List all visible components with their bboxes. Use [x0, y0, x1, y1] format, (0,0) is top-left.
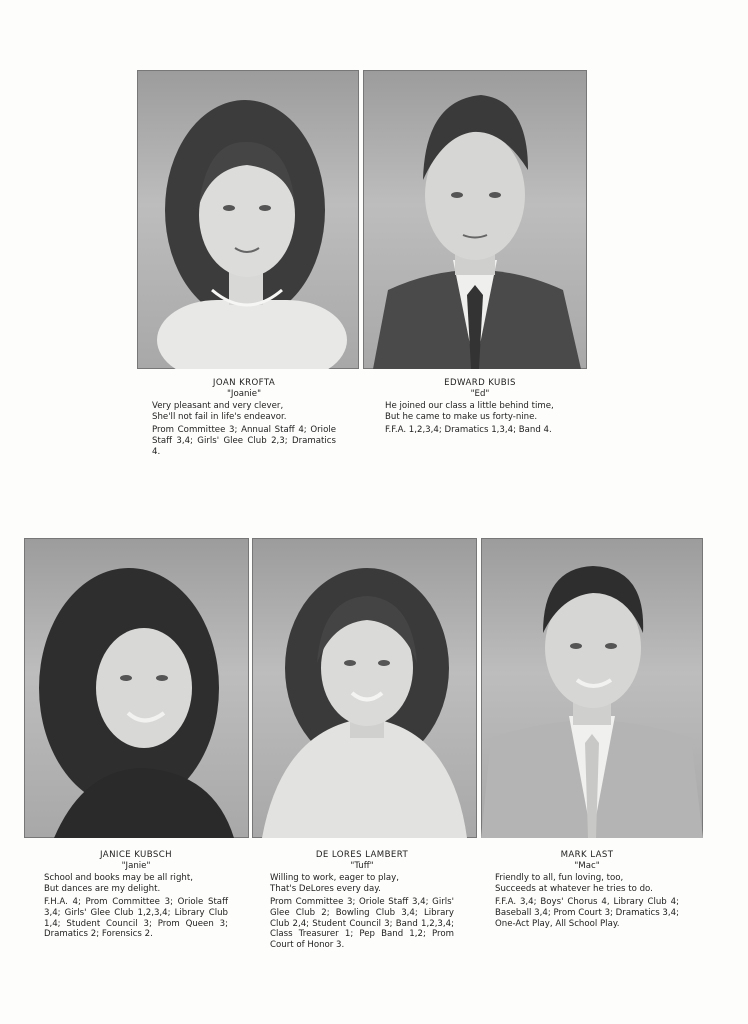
student-verse-line: Very pleasant and very clever,	[152, 401, 284, 412]
student-activities: F.F.A. 3,4; Boys' Chorus 4, Library Club 4; Baseball 3,4; Prom Court 3; Dramatics 3,4; One-Act Play, All School Play.	[495, 897, 679, 929]
student-verse-line: Succeeds at whatever he tries to do.	[495, 883, 653, 894]
student-verse-line: School and books may be all right,	[44, 873, 193, 884]
student-verse-line: But he came to make us forty-nine.	[385, 411, 538, 422]
student-activities: F.H.A. 4; Prom Committee 3; Oriole Staff 3,4; Girls' Glee Club 1,2,3,4; Library Club 1,4; Student Council 3; Prom Queen 3; Dramatics 2; Forensics 2.	[44, 897, 228, 940]
student-activities: F.F.A. 1,2,3,4; Dramatics 1,3,4; Band 4.	[385, 425, 552, 436]
entry-edward-kubis	[385, 378, 575, 436]
entry-janice-kubsch	[44, 850, 228, 940]
photo-joan-krofta	[137, 70, 359, 369]
entry-mark-last	[495, 850, 679, 929]
entry-delores-lambert	[270, 850, 454, 950]
student-nickname: "Tuff"	[350, 860, 374, 871]
student-verse-line: Willing to work, eager to play,	[270, 873, 399, 884]
student-verse-line: Friendly to all, fun loving, too,	[495, 873, 624, 884]
student-name: MARK LAST	[560, 850, 614, 860]
photo-mark-last	[481, 538, 703, 838]
student-verse-line: She'll not fail in life's endeavor.	[152, 411, 287, 422]
student-nickname: "Ed"	[470, 388, 490, 399]
student-activities: Prom Committee 3; Annual Staff 4; Oriole Staff 3,4; Girls' Glee Club 2,3; Dramatics 4.	[152, 425, 336, 457]
student-name: JOAN KROFTA	[212, 378, 276, 388]
student-name: JANICE KUBSCH	[100, 850, 172, 860]
student-name: DE LORES LAMBERT	[315, 850, 409, 860]
student-nickname: "Janie"	[121, 860, 151, 871]
photo-janice-kubsch	[24, 538, 249, 838]
student-verse-line: That's DeLores every day.	[270, 883, 381, 894]
student-verse-line: He joined our class a little behind time,	[385, 401, 554, 412]
photo-delores-lambert	[252, 538, 477, 838]
student-activities: Prom Committee 3; Oriole Staff 3,4; Girls' Glee Club 2; Bowling Club 3,4; Library Club 2,4; Student Council 3; Band 1,2,3,4; Class Treasurer 1; Pep Band 1,2; Prom Court of Honor 3.	[270, 897, 454, 950]
student-name: EDWARD KUBIS	[444, 378, 516, 388]
photo-edward-kubis	[363, 70, 587, 369]
student-nickname: "Joanie"	[226, 388, 262, 399]
entry-joan-krofta	[152, 378, 336, 457]
student-nickname: "Mac"	[574, 860, 600, 871]
student-verse-line: But dances are my delight.	[44, 883, 161, 894]
